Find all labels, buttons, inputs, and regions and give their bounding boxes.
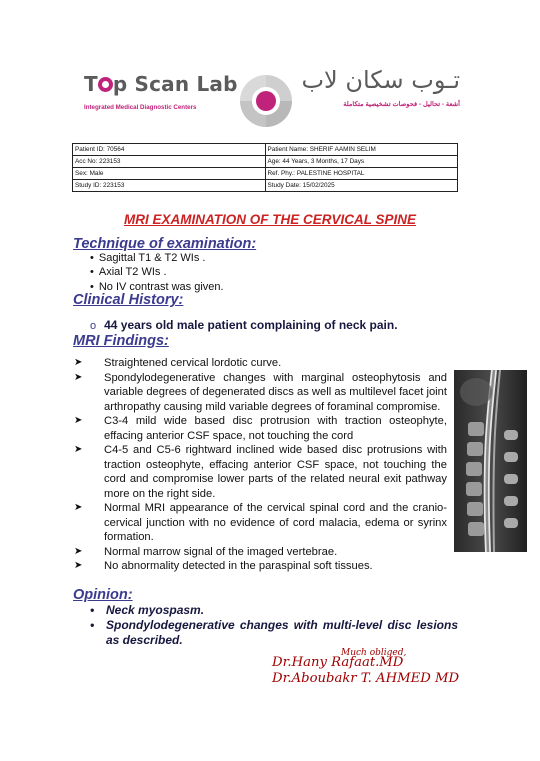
list-item: • Sagittal T1 & T2 WIs . [90, 251, 224, 265]
opinion-heading: Opinion: [73, 587, 133, 603]
study-id-cell: Study ID: 223153 [73, 180, 266, 192]
sex-cell: Sex: Male [73, 168, 266, 180]
brand-name-en [84, 72, 238, 96]
finding-text: Straightened cervical lordotic curve. [104, 357, 282, 369]
arrow-bullet-icon: ➤ [74, 560, 83, 571]
list-item [73, 545, 447, 560]
arrow-bullet-icon: ➤ [74, 444, 83, 455]
arrow-bullet-icon: ➤ [74, 545, 83, 557]
arrow-bullet-icon: ➤ [74, 502, 83, 513]
table-row [73, 168, 458, 180]
clinical-history-heading: Clinical History: [73, 292, 184, 308]
list-item [73, 501, 447, 545]
technique-heading: Technique of examination: [73, 236, 257, 252]
table-row [73, 144, 458, 156]
list-item: • Spondylodegenerative changes with multi-level disc lesions as described. [90, 618, 458, 648]
acc-no-cell: Acc No: 223153 [73, 156, 266, 168]
list-item [73, 356, 447, 371]
brand-tagline-ar: أشعة - تحاليل - فحوصات تشخيصية متكاملة [343, 101, 460, 108]
opinion-list [90, 603, 458, 648]
arrow-bullet-icon: ➤ [74, 357, 83, 368]
doctor-1-name: Dr.Hany Rafaat.MD [272, 655, 404, 670]
patient-id-cell: Patient ID: 70564 [73, 144, 266, 156]
table-row [73, 156, 458, 168]
finding-text: No abnormality detected in the paraspinal soft tissues. [104, 560, 373, 572]
age-cell: Age: 44 Years, 3 Months, 17 Days [265, 156, 458, 168]
list-item [73, 414, 447, 443]
findings-heading: MRI Findings: [73, 333, 169, 349]
ref-phy-cell: Ref. Phy.: PALESTINE HOSPITAL [265, 168, 458, 180]
list-item: • No IV contrast was given. [90, 280, 224, 294]
mri-sagittal-image [454, 370, 527, 552]
arrow-bullet-icon: ➤ [74, 371, 83, 383]
signature-closing: Much obliged, [341, 648, 407, 658]
finding-text: Normal marrow signal of the imaged vertebrae. [104, 545, 338, 558]
exam-title: MRI EXAMINATION OF THE CERVICAL SPINE [123, 212, 417, 227]
brand-name-en-end: p Scan Lab [112, 72, 238, 96]
clinical-history-text [90, 318, 398, 332]
list-item: • Neck myospasm. [90, 603, 458, 618]
findings-list [73, 356, 447, 574]
list-item [73, 371, 447, 415]
circle-bullet-icon: o [90, 320, 97, 332]
list-item [73, 443, 447, 501]
brand-name-en-start: T [84, 72, 98, 96]
patient-name-cell: Patient Name: SHERIF AAMIN SELIM [265, 144, 458, 156]
lab-logo-icon [236, 72, 296, 130]
finding-text: Spondylodegenerative changes with marginal osteophytosis and variable degrees of degenerated discs as well as multilevel facet joint arthropathy causing mild variable degrees of foraminal compromise. [104, 371, 447, 413]
brand-name-ar: تـوب سكان لاب [301, 66, 460, 94]
finding-text: C3-4 mild wide based disc protrusion with traction osteophyte, effacing anterior CSF space, not touching the cord [104, 415, 447, 442]
doctor-2-name: Dr.Aboubakr T. AHMED MD [272, 671, 460, 686]
finding-text: C4-5 and C5-6 rightward inclined wide based disc protrusions with traction osteophyte, effacing anterior CSF space, not touching the cord and compromise lower parts of the related neural exit pathway more on the right side. [104, 444, 447, 500]
patient-info-table [72, 143, 458, 192]
list-item [73, 559, 447, 574]
arrow-bullet-icon: ➤ [74, 415, 83, 426]
brand-tagline-en: Integrated Medical Diagnostic Centers [84, 104, 197, 111]
brand-arabic [301, 66, 460, 108]
brand-english [84, 72, 238, 111]
table-row [73, 180, 458, 192]
clinical-history-body: 44 years old male patient complaining of neck pain. [104, 318, 398, 332]
finding-text: Normal MRI appearance of the cervical spinal cord and the cranio-cervical junction with no evidence of cord malacia, edema or syrinx formation. [104, 502, 447, 543]
list-item: • Axial T2 WIs . [90, 265, 224, 279]
study-date-cell: Study Date: 15/02/2025 [265, 180, 458, 192]
signature-doctors [272, 655, 459, 687]
brand-o-dot-icon [98, 77, 113, 92]
technique-list [90, 251, 224, 294]
